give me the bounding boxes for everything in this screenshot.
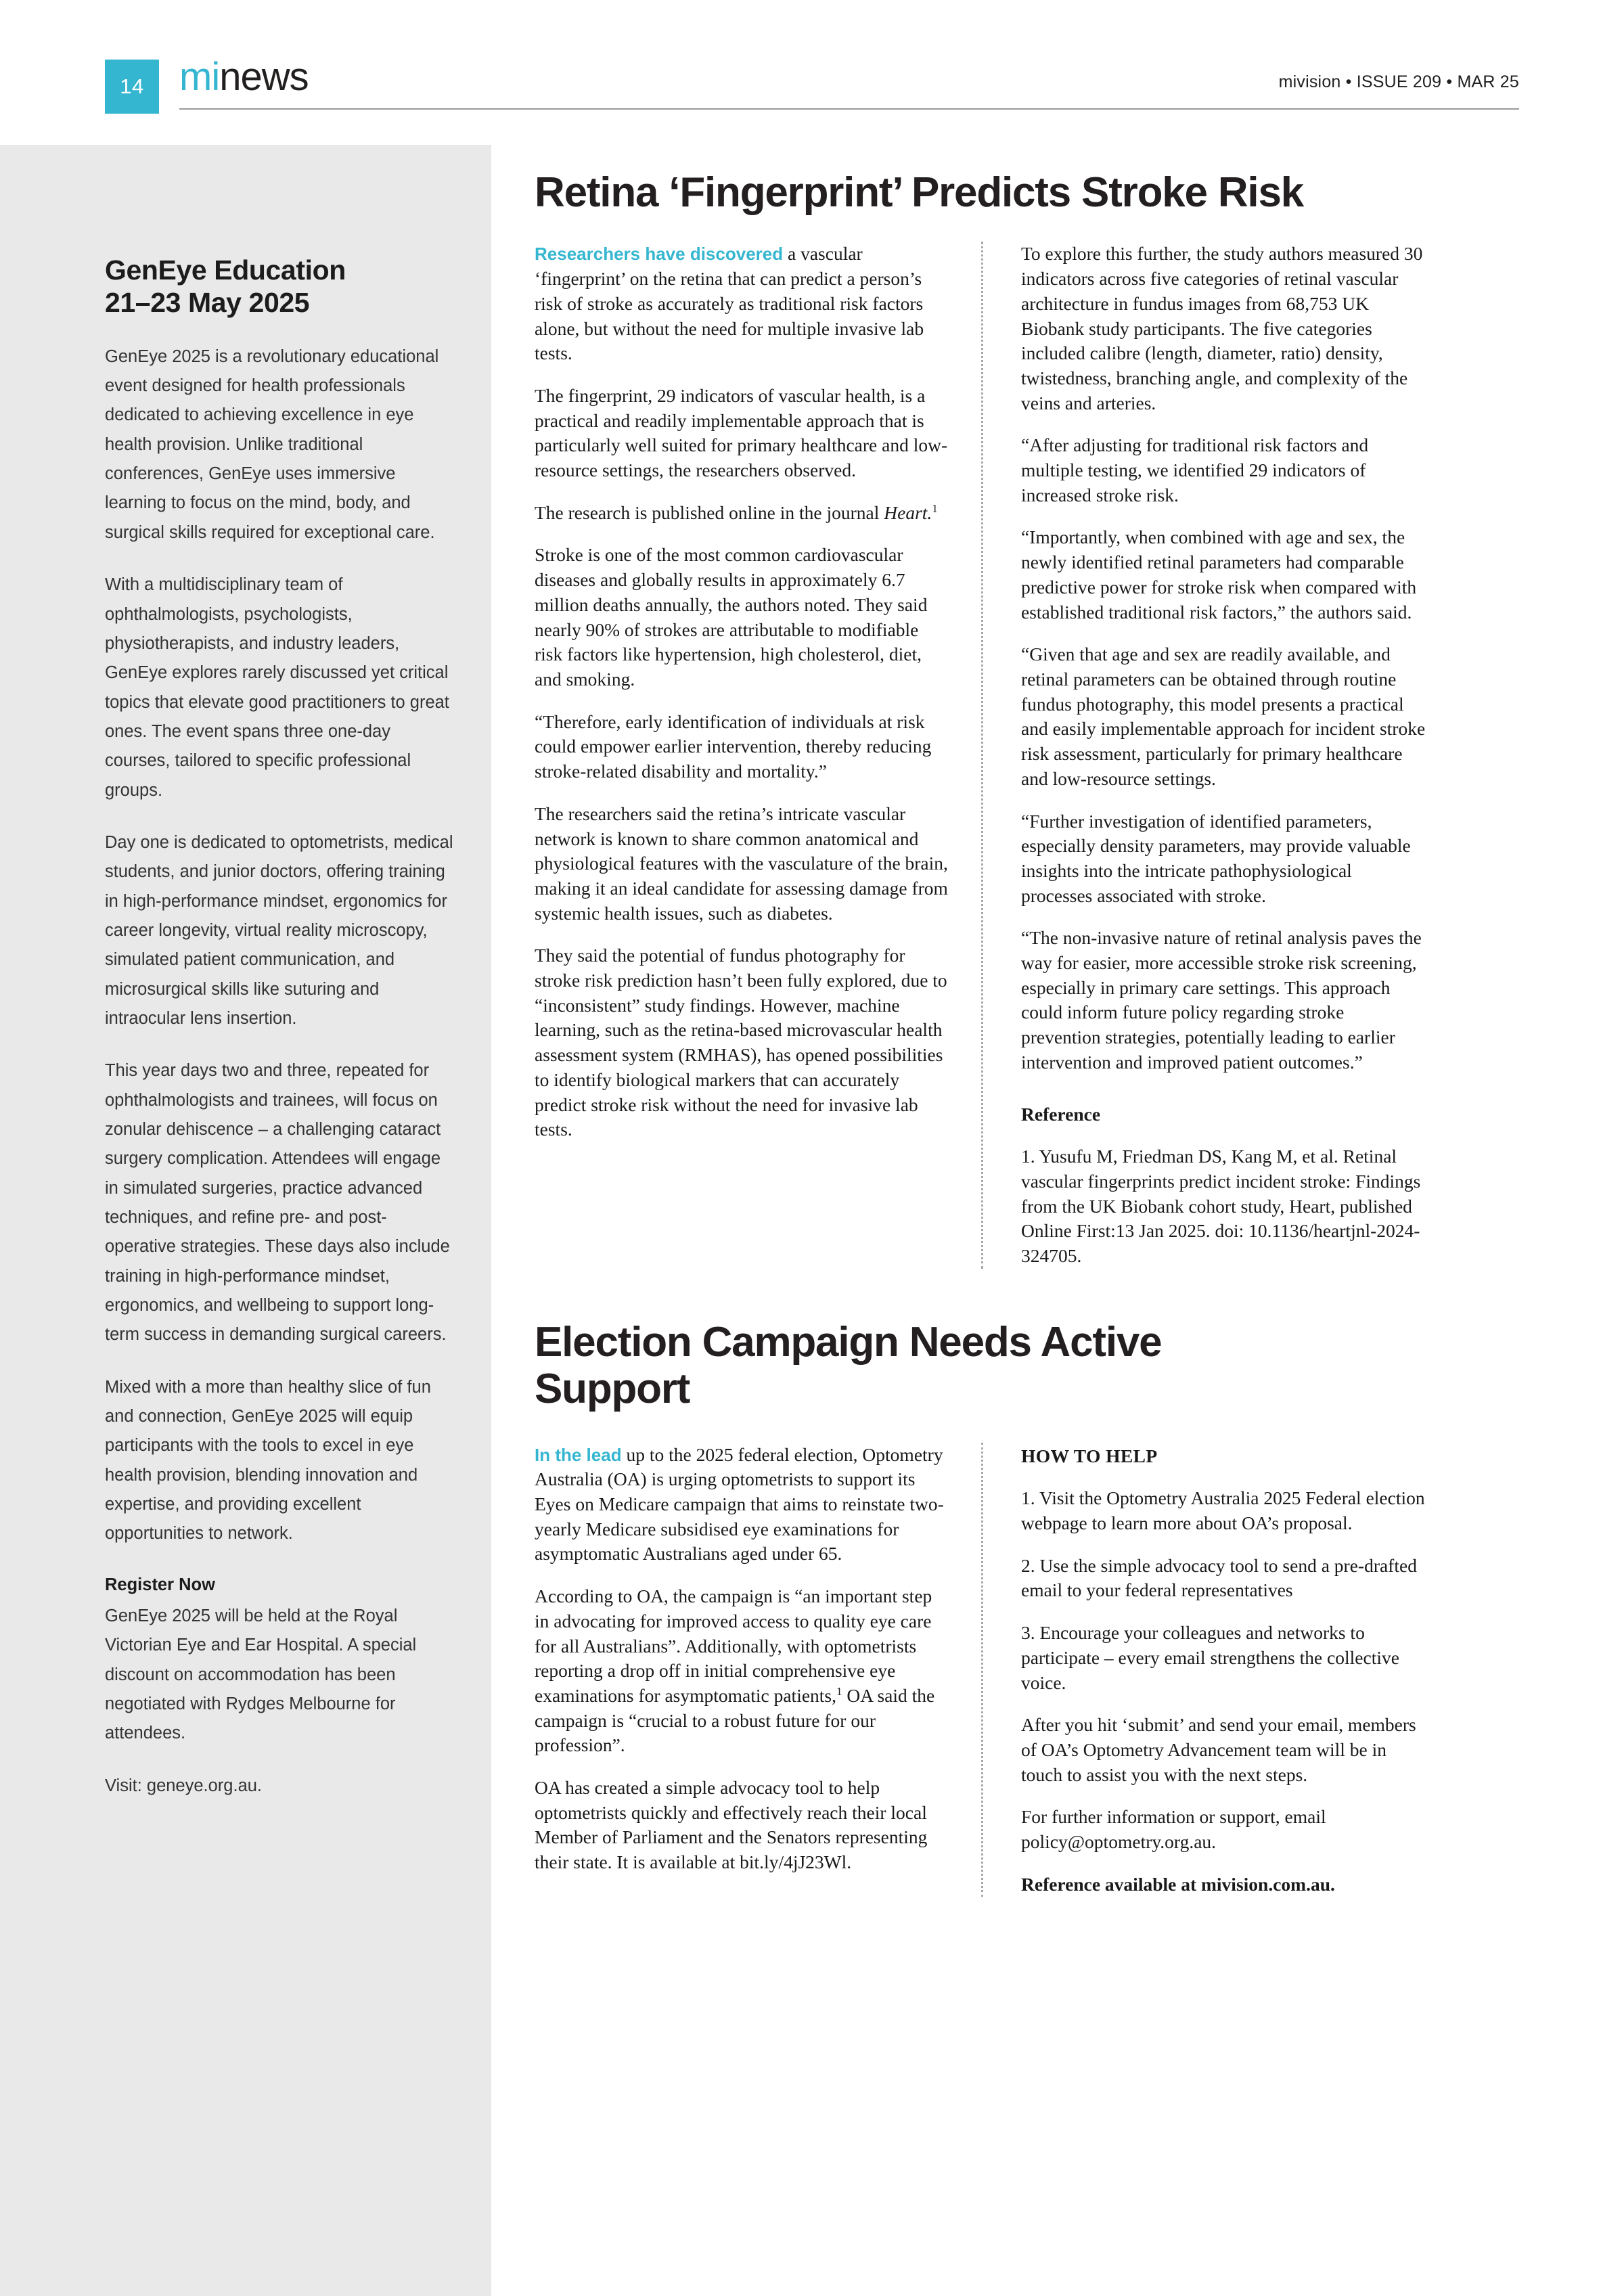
article2-paragraph-part1: According to OA, the campaign is “an important step in advocating for improved access to quality eye care for all Australians”. Additionally, with optometrists reporting a drop off in initial comprehensive eye examinations for asymptomatic patients,	[535, 1585, 932, 1706]
sidebar-paragraph: With a multidisciplinary team of ophthalmologists, psychologists, physiotherapists, and industry leaders, GenEye explores rarely discussed yet critical topics that elevate good practitioners to great ones. The event spans three one-day courses, tailored to specific professional groups.	[105, 575, 449, 800]
article1-paragraph: “Therefore, early identification of individuals at risk could empower earlier intervention, thereby reducing stroke-related disability and mortality.”	[535, 711, 932, 782]
article1-left-column	[535, 242, 981, 1268]
page-number-badge	[105, 60, 159, 114]
header-divider	[179, 108, 1519, 110]
article2-paragraph-part2: OA said the campaign is “crucial to a robust future for our profession”.	[535, 1684, 935, 1756]
article1-title: Retina ‘Fingerprint’ Predicts Stroke Risk	[535, 169, 1304, 216]
article1-reference-block	[1021, 1102, 1428, 1269]
how-to-help-item: 3. Encourage your colleagues and networks to participate – every email strengthens the collective voice.	[1021, 1622, 1399, 1693]
article1-paragraph: “After adjusting for traditional risk factors and multiple testing, we identified 29 indicators of increased stroke risk.	[1021, 434, 1369, 505]
article2-lead-in: In the lead	[535, 1444, 622, 1465]
page-number: 14	[120, 74, 144, 98]
masthead-prefix: mi	[179, 55, 220, 99]
article1-paragraph: “Further investigation of identified parameters, especially density parameters, may provide valuable insights into the intricate pathophysiological processes associated with stroke.	[1021, 810, 1411, 906]
article1-paragraph: The researchers said the retina’s intricate vascular network is known to share common anatomical and physiological features with the vasculature of the brain, making it an ideal candidate for assessing damage from systemic health issues, such as diabetes.	[535, 803, 948, 924]
article-retina-fingerprint	[535, 169, 1522, 1269]
reference-heading: Reference	[1021, 1103, 1101, 1125]
article1-lead-paragraph	[535, 242, 950, 366]
article1-journal-name: Heart.	[884, 501, 932, 523]
article1-columns	[535, 242, 1522, 1268]
issue-line: mivision • ISSUE 209 • MAR 25	[1278, 72, 1519, 91]
article1-lead-rest: a vascular ‘fingerprint’ on the retina that can predict a person’s risk of stroke as accurately as traditional risk factors alone, but without the need for multiple invasive lab tests.	[535, 243, 924, 364]
article2-reference-note: Reference available at mivision.com.au.	[1021, 1873, 1335, 1895]
how-to-help-item: After you hit ‘submit’ and send your email, members of OA’s Optometry Advancement team will be in touch to assist you with the next steps.	[1021, 1714, 1416, 1785]
article1-journal-paragraph	[535, 501, 950, 526]
article1-lead-in: Researchers have discovered	[535, 244, 784, 265]
article1-journal-superscript: 1	[932, 501, 938, 515]
how-to-help-item: 2. Use the simple advocacy tool to send a pre-drafted email to your federal representatives	[1021, 1554, 1417, 1601]
article1-paragraph: To explore this further, the study authors measured 30 indicators across five categories of retinal vascular architecture in fundus images from 68,753 UK Biobank study participants. The five categories included calibre (length, diameter, ratio) density, twistedness, branching angle, and complexity of the veins and arteries.	[1021, 243, 1423, 413]
article2-lead-rest: up to the 2025 federal election, Optometry Australia (OA) is urging optometrists to support its Eyes on Medicare campaign that aims to reinstate two-yearly Medicare subsidised eye examinations for asymptomatic Australians aged under 65.	[535, 1443, 944, 1565]
sidebar-paragraph: GenEye 2025 is a revolutionary educational event designed for health professionals dedicated to achieving excellence in eye health provision. Unlike traditional conferences, GenEye uses immersive learning to focus on the mind, body, and surgical skills required for exceptional care.	[105, 346, 439, 542]
sidebar-heading	[105, 254, 457, 319]
masthead-logo	[179, 55, 309, 99]
sidebar-heading-line2: 21–23 May 2025	[105, 287, 310, 319]
masthead-suffix: news	[219, 55, 309, 99]
article1-paragraph: They said the potential of fundus photography for stroke risk prediction hasn’t been fully explored, due to “inconsistent” study findings. However, machine learning, such as the retina-based microvascular health assessment system (RMHAS), has opened possibilities to identify biological markers that can accurately predict stroke risk without the need for invasive lab tests.	[535, 945, 947, 1140]
article1-paragraph: “The non-invasive nature of retinal analysis paves the way for easier, more accessible stroke risk screening, especially in primary care settings. This approach could inform future policy regarding stroke prevention strategies, potentially leading to earlier intervention and improved patient outcomes.”	[1021, 927, 1422, 1073]
geneye-sidebar	[105, 254, 457, 1824]
article1-paragraph: “Importantly, when combined with age and sex, the newly identified retinal parameters had comparable predictive power for stroke risk when compared with established traditional risk factors,” the authors said.	[1021, 526, 1417, 623]
how-to-help-item: 1. Visit the Optometry Australia 2025 Federal election webpage to learn more about OA’s proposal.	[1021, 1487, 1425, 1534]
article2-lead-paragraph	[535, 1443, 950, 1567]
page-header	[0, 0, 1624, 122]
article1-paragraph: Stroke is one of the most common cardiovascular diseases and globally results in approximately 6.7 million deaths annually, the authors noted. They said nearly 90% of strokes are attributable to modifiable risk factors like hypertension, high cholesterol, diet, and smoking.	[535, 544, 928, 690]
sidebar-register-body: GenEye 2025 will be held at the Royal Victorian Eye and Ear Hospital. A special discount on accommodation has been negotiated with Rydges Melbourne for attendees.	[105, 1606, 417, 1743]
article2-columns	[535, 1443, 1522, 1897]
article-election-campaign	[535, 1319, 1522, 1897]
main-content	[535, 169, 1522, 1897]
article1-paragraph: “Given that age and sex are readily available, and retinal parameters can be obtained through routine fundus photography, this model presents a practical and easily implementable approach for incident stroke risk assessment, particularly for primary healthcare and low-resource settings.	[1021, 644, 1426, 789]
sidebar-register-heading: Register Now	[105, 1575, 215, 1594]
article2-right-column	[981, 1443, 1428, 1897]
article2-title: Election Campaign Needs Active Support	[535, 1318, 1162, 1413]
article2-paragraph-superscript: 1	[836, 1684, 842, 1698]
how-to-help-heading: HOW TO HELP	[1021, 1445, 1158, 1466]
article1-right-column	[981, 242, 1428, 1268]
article2-paragraph	[535, 1584, 950, 1758]
sidebar-paragraph: Mixed with a more than healthy slice of fun and connection, GenEye 2025 will equip participants with the tools to excel in eye health provision, blending innovation and expertise, and providing excellent opportunities to network.	[105, 1377, 431, 1544]
sidebar-paragraph: This year days two and three, repeated for ophthalmologists and trainees, will focus on zonular dehiscence – a challenging cataract surgery complication. Attendees will engage in simulated surgeries, practice advanced techniques, and refine pre- and post-operative strategies. These days also include training in high-performance mindset, ergonomics, and wellbeing to support long-term success in demanding surgical careers.	[105, 1061, 450, 1345]
how-to-help-item: For further information or support, email policy@optometry.org.au.	[1021, 1806, 1326, 1853]
reference-text: 1. Yusufu M, Friedman DS, Kang M, et al. Retinal vascular fingerprints predict incident stroke: Findings from the UK Biobank cohort study, Heart, published Online First:13 Jan 2025. doi: 10.1136/heartjnl-2024-324705.	[1021, 1146, 1421, 1267]
sidebar-visit-line: Visit: geneye.org.au.	[105, 1776, 263, 1795]
article2-paragraph: OA has created a simple advocacy tool to help optometrists quickly and effectively reach their local Member of Parliament and the Senators representing their state. It is available at bit.ly/4jJ23Wl.	[535, 1777, 928, 1873]
sidebar-paragraph: Day one is dedicated to optometrists, medical students, and junior doctors, offering training in high-performance mindset, ergonomics for career longevity, virtual reality microscopy, simulated patient communication, and microsurgical skills like suturing and intraocular lens insertion.	[105, 832, 453, 1028]
sidebar-heading-line1: GenEye Education	[105, 254, 346, 286]
article1-journal-prefix: The research is published online in the journal	[535, 501, 884, 523]
article2-left-column	[535, 1443, 981, 1897]
article1-paragraph: The fingerprint, 29 indicators of vascular health, is a practical and readily implementable approach that is particularly well suited for primary healthcare and low-resource settings, the researchers observed.	[535, 384, 948, 481]
